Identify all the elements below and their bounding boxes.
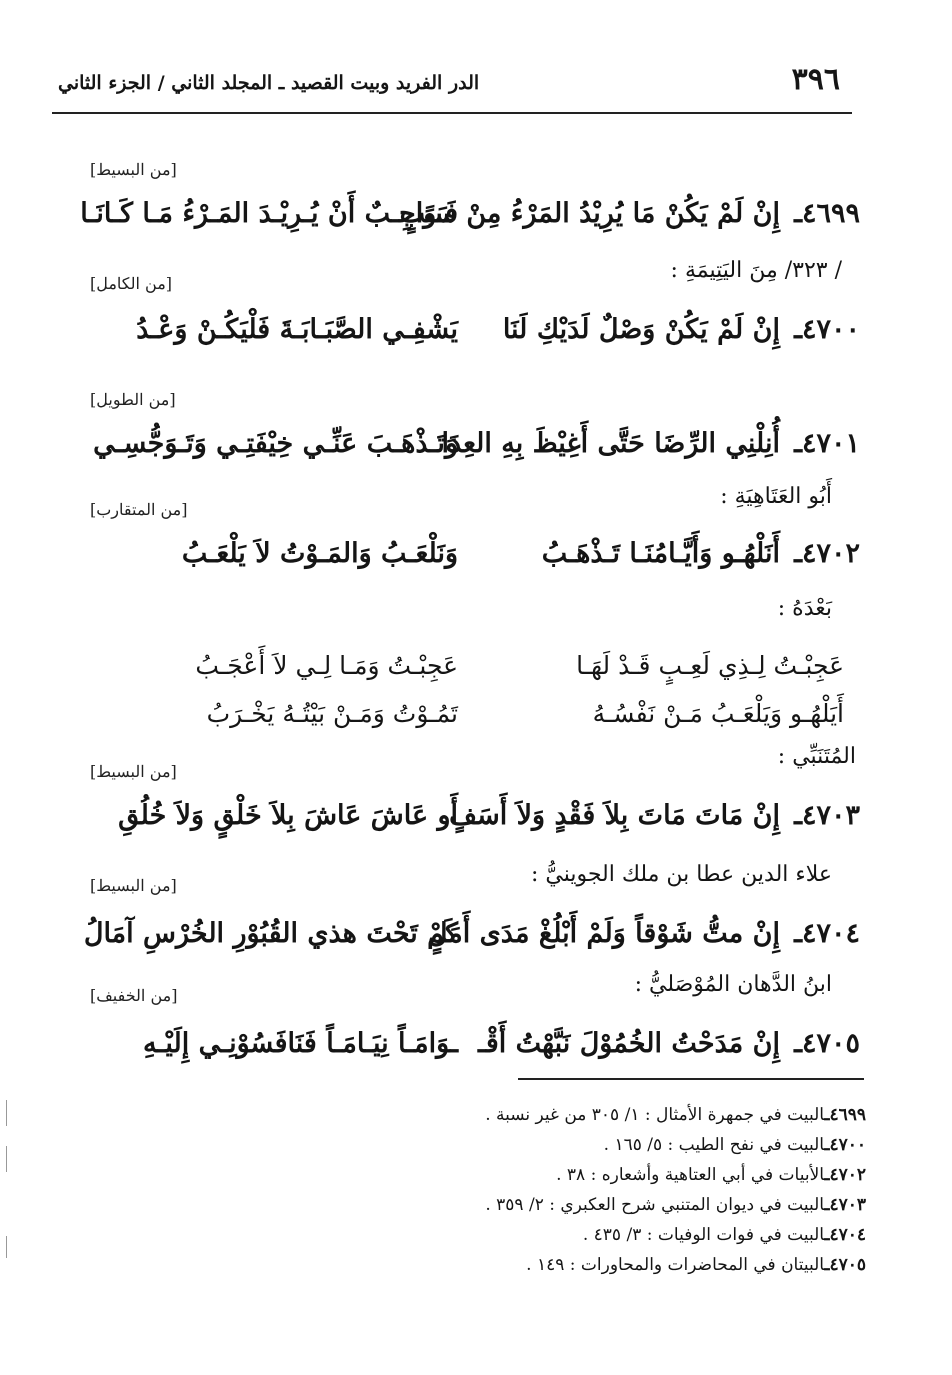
footnote-number: ٤٧٠٣ـ bbox=[824, 1195, 866, 1215]
poet-name: علاء الدين عطا بن ملك الجوينيُّ : bbox=[530, 862, 832, 887]
page-number: ٣٩٦ bbox=[791, 62, 840, 97]
poet-name: المُتَنَبِّي : bbox=[777, 744, 856, 769]
scan-edge-mark bbox=[6, 1236, 7, 1258]
first-hemistich: أَنَلْهُـو وَأَيَّـامُنَـا تَـذْهَـبُ bbox=[541, 538, 780, 569]
second-hemistich: يَشْفِـي الصَّبَـابَـةَ فَلْيَكُـنْ وَعْـدُ bbox=[136, 314, 458, 345]
footnote bbox=[346, 1100, 866, 1130]
footnote-text: البيتان في المحاضرات والمحاورات : ١٤٩ . bbox=[526, 1255, 825, 1275]
footnote-number: ٤٧٠٠ـ bbox=[824, 1135, 866, 1155]
verse-continuation bbox=[0, 646, 952, 686]
first-hemistich: إِنْ لَمْ يَكُنْ وَصْلٌ لَدَيْكِ لَنَا bbox=[502, 314, 780, 345]
first-hemistich: إِنْ متُّ شَوْقاً وَلَمْ أَبْلُغْ مَدَى أَمَلٍ bbox=[427, 918, 780, 949]
first-hemistich: عَجِبْـتُ لِـذِي لَعِـبٍ قَـدْ لَهَـا bbox=[576, 651, 844, 680]
verse-4700 bbox=[0, 310, 952, 350]
second-hemistich: فَـوَاجِـبٌ أَنْ يُـرِيْـدَ المَـرْءُ مَـا كَـانَـا bbox=[80, 198, 458, 229]
footnote bbox=[346, 1160, 866, 1190]
verse-continuation bbox=[0, 694, 952, 734]
meter-label: [من البسيط] bbox=[90, 160, 177, 179]
verse-4699 bbox=[0, 194, 952, 234]
scan-edge-mark bbox=[6, 1100, 7, 1126]
second-hemistich: وَنَلْعَـبُ وَالمَـوْتُ لاَ يَلْعَـبُ bbox=[181, 538, 458, 569]
second-hemistich: عَجِبْـتُ وَمَـا لِـي لاَ أَعْجَـبُ bbox=[195, 651, 458, 680]
meter-label: [من الكامل] bbox=[90, 274, 173, 293]
verse-4702 bbox=[0, 534, 952, 574]
footnote bbox=[346, 1220, 866, 1250]
footnote-text: البيت في فوات الوفيات : ٣/ ٤٣٥ . bbox=[582, 1225, 825, 1245]
meter-label: [من المتقارب] bbox=[90, 500, 188, 519]
footnote-text: البيت في ديوان المتنبي شرح العكبري : ٢/ ٣٥٩ . bbox=[485, 1195, 825, 1215]
verse-number: ٤٧٠٤ـ bbox=[794, 918, 860, 949]
footnote bbox=[346, 1130, 866, 1160]
footnote bbox=[346, 1250, 866, 1280]
verse-4704 bbox=[0, 914, 952, 954]
second-hemistich: أَو عَاشَ عَاشَ بِلاَ خَلْقٍ وَلاَ خُلُقِ bbox=[118, 800, 458, 831]
footnote-text: البيت في نفح الطيب : ٥/ ١٦٥ . bbox=[603, 1135, 825, 1155]
first-hemistich: أُنِلْنِي الرِّضَا حَتَّى أَغِيْظَ بِهِ العِدَا bbox=[441, 428, 780, 459]
running-header bbox=[52, 58, 852, 114]
meter-label: [من البسيط] bbox=[90, 762, 177, 781]
footnote-number: ٤٧٠٢ـ bbox=[824, 1165, 866, 1185]
first-hemistich: أَيَلْهُـو وَيَلْعَـبُ مَـنْ نَفْسُـهُ bbox=[592, 699, 844, 728]
first-hemistich: إِنْ لَمْ يَكُنْ مَا يُرِيْدُ المَرْءُ مِنْ سَبَبٍ bbox=[399, 198, 780, 229]
footnotes bbox=[346, 1100, 866, 1280]
footnote-number: ٤٧٠٤ـ bbox=[824, 1225, 866, 1245]
poet-name: أَبُو العَتَاهِيَةِ : bbox=[720, 484, 832, 509]
scan-edge-mark bbox=[6, 1146, 7, 1172]
running-title: الدر الفريد وبيت القصيد ـ المجلد الثاني / الجزء الثاني bbox=[58, 72, 480, 94]
meter-label: [من الطويل] bbox=[90, 390, 176, 409]
second-hemistich: تَمُـوْتُ وَمَـنْ بَيْتُـهُ يَخْـرَبُ bbox=[206, 699, 458, 728]
first-hemistich: إِنْ مَاتَ مَاتَ بِلاَ فَقْدٍ وَلاَ أَسَفٍ bbox=[449, 800, 780, 831]
footnote-separator bbox=[518, 1078, 864, 1080]
verse-number: ٤٧٠١ـ bbox=[794, 428, 860, 459]
poet-name: بَعْدَهُ : bbox=[777, 596, 832, 621]
source-label: / ٣٢٣/ مِنَ اليَتِيمَةِ : bbox=[670, 258, 842, 283]
verse-number: ٤٦٩٩ـ bbox=[794, 198, 860, 229]
verse-number: ٤٧٠٠ـ bbox=[794, 314, 860, 345]
footnote-number: ٤٧٠٥ـ bbox=[824, 1255, 866, 1275]
verse-4701 bbox=[0, 424, 952, 464]
first-hemistich: إِنْ مَدَحْتُ الخُمُوْلَ نَبَّهْتُ أَقْـ bbox=[477, 1028, 780, 1059]
footnote-text: الأبيات في أبي العتاهية وأشعاره : ٣٨ . bbox=[556, 1165, 825, 1185]
footnote bbox=[346, 1190, 866, 1220]
verse-number: ٤٧٠٣ـ bbox=[794, 800, 860, 831]
meter-label: [من البسيط] bbox=[90, 876, 177, 895]
verse-4705 bbox=[0, 1024, 952, 1064]
second-hemistich: كَمْ تَحْتَ هذي القُبُوْرِ الخُرْسِ آمَالُ bbox=[83, 918, 458, 949]
second-hemistich: وَتَـذْهَـبَ عَنِّـي خِيْفَتِـي وَتَـوَجُّسِـي bbox=[93, 428, 458, 459]
verse-4703 bbox=[0, 796, 952, 836]
meter-label: [من الخفيف] bbox=[90, 986, 178, 1005]
poet-name: ابنُ الدَّهان المُوْصَليُّ : bbox=[634, 972, 832, 997]
footnote-text: البيت في جمهرة الأمثال : ١/ ٣٠٥ من غير نسبة . bbox=[485, 1105, 825, 1125]
second-hemistich: ـوَامَـاً نِيَـامَـاً فَنَافَسُوْنِـي إِلَيْـهِ bbox=[143, 1028, 458, 1059]
footnote-number: ٤٦٩٩ـ bbox=[824, 1105, 866, 1125]
verse-number: ٤٧٠٢ـ bbox=[794, 538, 860, 569]
verse-number: ٤٧٠٥ـ bbox=[794, 1028, 860, 1059]
